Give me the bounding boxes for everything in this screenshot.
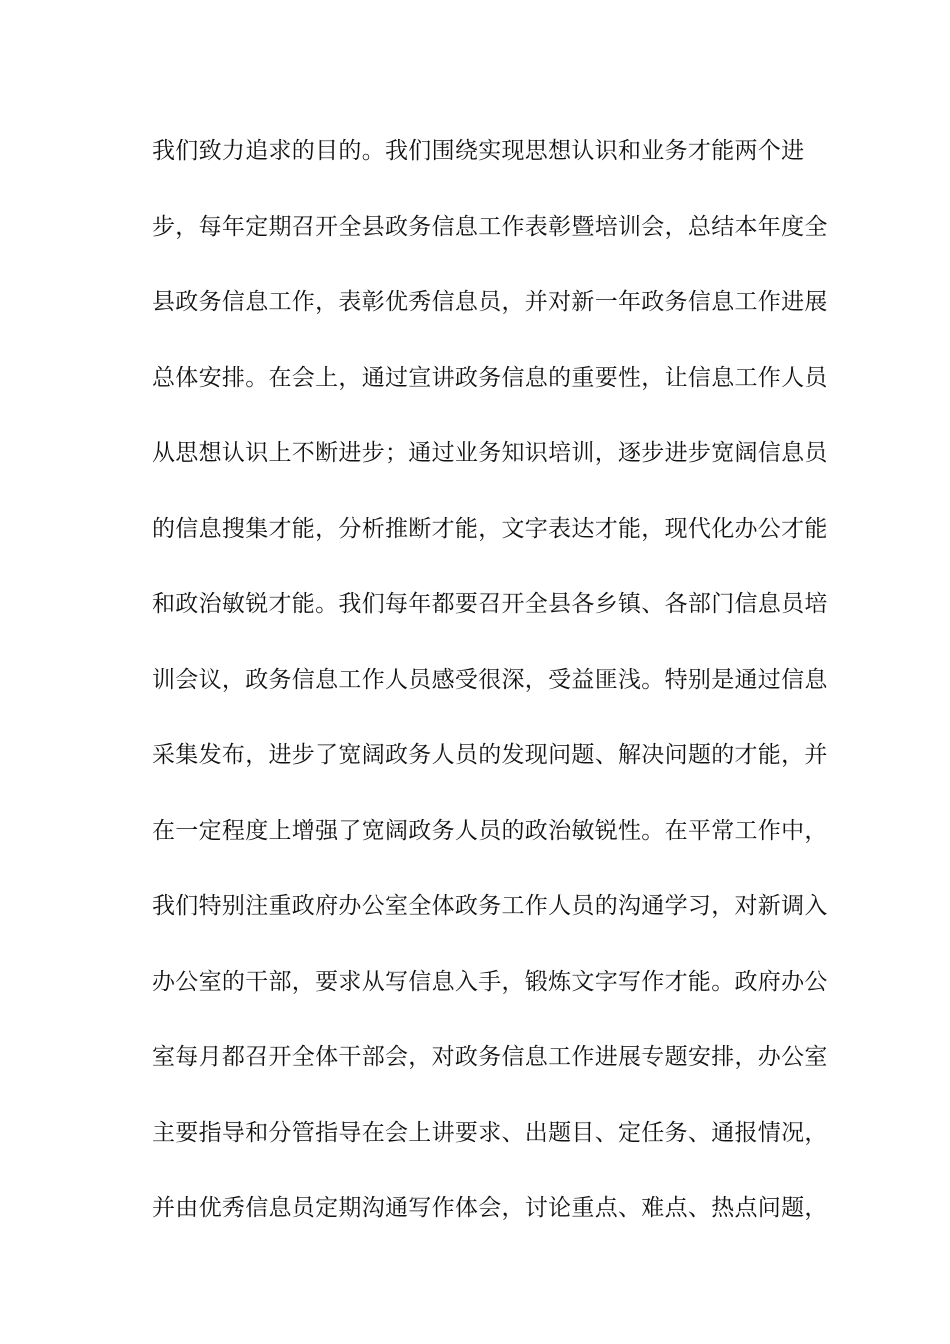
text-line-2: 步，每年定期召开全县政务信息工作表彰暨培训会，总结本年度全 [152, 213, 828, 240]
text-line-6: 的信息搜集才能，分析推断才能，文字表达才能，现代化办公才能 [152, 515, 828, 542]
text-line-11: 我们特别注重政府办公室全体政务工作人员的沟通学习，对新调入 [152, 893, 828, 919]
text-line-4: 总体安排。在会上，通过宣讲政务信息的重要性，让信息工作人员 [152, 364, 828, 391]
text-line-7: 和政治敏锐才能。我们每年都要召开全县各乡镇、各部门信息员培 [152, 591, 828, 617]
text-line-15: 并由优秀信息员定期沟通写作体会，讨论重点、难点、热点问题， [152, 1195, 828, 1221]
text-line-5: 从思想认识上不断进步；通过业务知识培训，逐步进步宽阔信息员 [152, 440, 828, 466]
text-line-12: 办公室的干部，要求从写信息入手，锻炼文字写作才能。政府办公 [152, 968, 828, 995]
text-line-8: 训会议，政务信息工作人员感受很深，受益匪浅。特别是通过信息 [152, 666, 828, 693]
body-text [152, 131, 828, 1264]
text-line-1: 我们致力追求的目的。我们围绕实现思想认识和业务才能两个进 [152, 138, 805, 164]
text-line-13: 室每月都召开全体干部会，对政务信息工作进展专题安排，办公室 [152, 1044, 828, 1070]
text-line-3: 县政务信息工作，表彰优秀信息员，并对新一年政务信息工作进展 [152, 289, 828, 315]
text-line-14: 主要指导和分管指导在会上讲要求、出题目、定任务、通报情况， [152, 1119, 828, 1146]
text-line-9: 采集发布，进步了宽阔政务人员的发现问题、解决问题的才能，并 [152, 742, 828, 768]
text-line-10: 在一定程度上增强了宽阔政务人员的政治敏锐性。在平常工作中， [152, 817, 828, 844]
